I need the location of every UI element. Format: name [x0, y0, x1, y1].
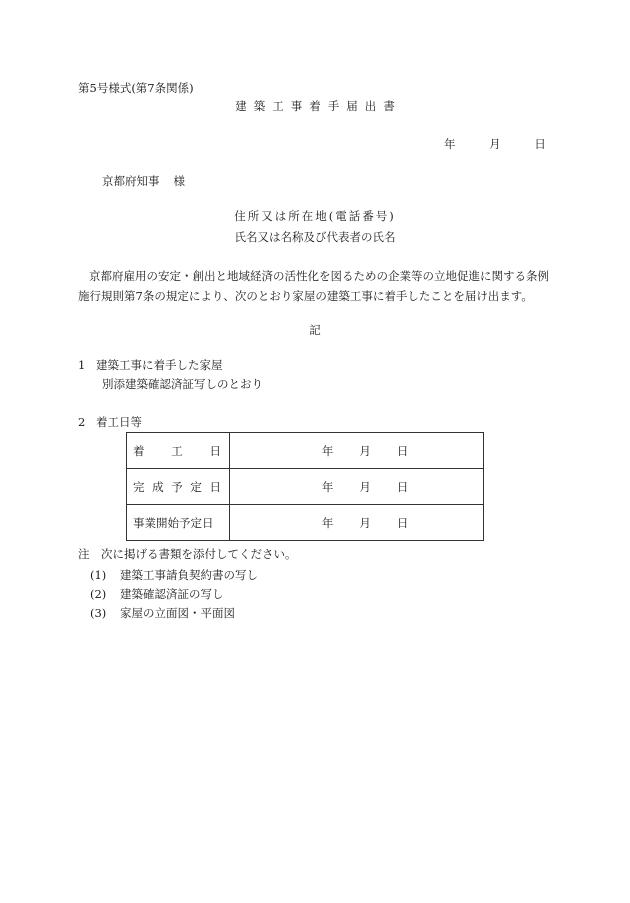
section-1-title: 建築工事に着手した家屋 — [96, 358, 223, 372]
label-text: 事業開始予定日 — [133, 515, 214, 530]
month-label: 月 — [359, 443, 371, 458]
business-start-date-label — [127, 505, 230, 541]
day-label: 日 — [396, 443, 409, 458]
section-2-heading — [78, 417, 142, 429]
label-char: 予 — [171, 479, 183, 494]
list-item — [90, 589, 224, 601]
label-char: 日 — [209, 443, 221, 458]
date-day-label: 日 — [534, 137, 546, 151]
year-label: 年 — [321, 443, 334, 458]
section-2-number: 2 — [78, 415, 86, 429]
notes-heading — [78, 549, 297, 561]
day-label: 日 — [396, 515, 409, 530]
start-date-field[interactable] — [229, 433, 483, 469]
note-text: 建築工事請負契約書の写し — [120, 568, 258, 582]
section-1-detail: 別添建築確認済証写しのとおり — [102, 377, 263, 391]
addressee-name: 京都府知事 — [102, 174, 160, 188]
label-char: 工 — [171, 443, 183, 458]
body-paragraph: 京都府雇用の安定・創出と地域経済の活性化を図るための企業等の立地促進に関する条例施行規則第7条の規定により、次のとおり家屋の建築工事に着手したことを届け出ます。 — [78, 269, 549, 303]
note-text: 家屋の立面図・平面図 — [120, 606, 235, 620]
list-item — [90, 608, 235, 620]
label-char: 着 — [133, 443, 145, 458]
completion-date-field[interactable] — [229, 469, 483, 505]
label-char: 定 — [190, 479, 202, 494]
month-label: 月 — [359, 515, 371, 530]
note-index: (1) — [90, 568, 107, 582]
section-1-heading — [78, 360, 223, 372]
month-label: 月 — [359, 479, 371, 494]
table-row — [127, 505, 484, 541]
label-char: 日 — [209, 479, 221, 494]
form-number: 第5号様式(第7条関係) — [78, 81, 194, 95]
applicant-address-label: 住所又は所在地(電話番号) — [234, 209, 396, 223]
day-label: 日 — [396, 479, 409, 494]
date-month-label: 月 — [489, 137, 501, 151]
date-line — [444, 139, 546, 151]
note-index: (2) — [90, 587, 107, 601]
completion-date-label — [127, 469, 230, 505]
business-start-date-field[interactable] — [229, 505, 483, 541]
date-year-label: 年 — [444, 137, 456, 151]
ki-heading: 記 — [309, 323, 321, 337]
applicant-name-label: 氏名又は名称及び代表者の氏名 — [234, 230, 396, 244]
table-row — [127, 469, 484, 505]
year-label: 年 — [321, 479, 334, 494]
list-item — [90, 570, 258, 582]
notes-prefix: 注 — [78, 547, 90, 561]
label-char: 成 — [152, 479, 164, 494]
addressee — [102, 176, 185, 188]
notes-title: 次に掲げる書類を添付してください。 — [101, 547, 297, 561]
note-index: (3) — [90, 606, 107, 620]
year-label: 年 — [321, 515, 334, 530]
note-text: 建築確認済証の写し — [120, 587, 224, 601]
start-date-label — [127, 433, 230, 469]
table-row — [127, 433, 484, 469]
section-2-title: 着工日等 — [96, 415, 142, 429]
schedule-table — [126, 432, 484, 541]
document-title: 建築工事着手届出書 — [235, 99, 402, 113]
addressee-honorific: 様 — [173, 174, 185, 188]
section-1-number: 1 — [78, 358, 86, 372]
label-char: 完 — [133, 479, 145, 494]
